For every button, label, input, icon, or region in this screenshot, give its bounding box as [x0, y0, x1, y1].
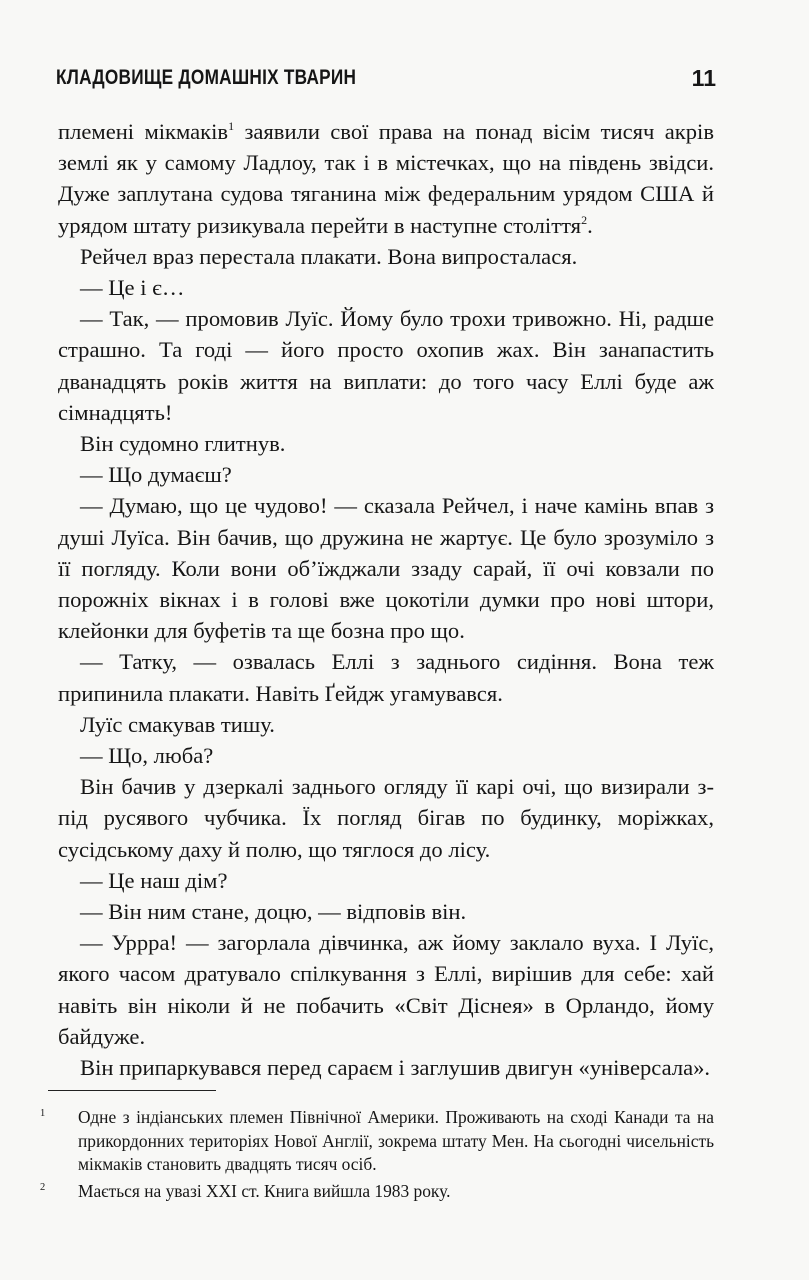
paragraph-6: — Що думаєш?	[80, 462, 232, 488]
paragraph-4: — Так, — промовив Луїс. Йому було трохи тривожно. Ні, радше страшно. Та годі — його просто охопив жах. Він занапастить дванадцять років життя на виплати: до того часу Еллі буде аж сімнадцять!	[58, 306, 714, 425]
paragraph-8: — Татку, — озвалась Еллі з заднього сидіння. Вона теж припинила плакати. Навіть Ґейдж угамувався.	[58, 649, 714, 706]
footnote-mark: 2	[40, 1181, 46, 1193]
paragraph-15: Він припаркувався перед сараєм і заглушив двигун «універсала».	[80, 1055, 711, 1081]
body-text	[58, 116, 714, 1083]
footnote-ref-2: 2	[581, 212, 588, 227]
footnote-1	[38, 1106, 714, 1177]
footnote-text: Одне з індіанських племен Північної Америки. Проживають на сході Канади та на прикордонних територіях Нової Англії, зокрема штату Мен. На сьогодні чисельність мікмаків становить двадцять тисяч осіб.	[78, 1107, 714, 1175]
footnote-mark: 1	[40, 1108, 46, 1119]
paragraph-11: Він бачив у дзеркалі заднього огляду її карі очі, що визирали з-під русявого чубчика. Їх погляд бігав по будинку, моріжках, сусідському даху й полю, що тяглося до лісу.	[58, 774, 714, 862]
footnote-ref-1: 1	[228, 119, 235, 133]
paragraph-5: Він судомно глитнув.	[80, 431, 286, 457]
paragraph-9: Луїс смакував тишу.	[80, 711, 275, 737]
book-title: КЛАДОВИЩЕ ДОМАШНІХ ТВАРИН	[56, 66, 357, 89]
footnote-2	[38, 1180, 714, 1204]
running-head	[56, 60, 716, 96]
footnote-divider	[48, 1090, 216, 1091]
paragraph-13: — Він ним стане, доцю, — відповів він.	[80, 899, 467, 925]
footnotes	[38, 1106, 714, 1206]
paragraph-3: — Це і є…	[80, 275, 185, 301]
paragraph-10: — Що, люба?	[80, 743, 214, 769]
paragraph-14: — Уррра! — загорлала дівчинка, аж йому заклало вуха. І Луїс, якого часом дратувало спілкування з Еллі, вирішив для себе: хай навіть він ніколи й не побачить «Світ Діснея» в Орландо, йому байдуже.	[58, 930, 714, 1049]
paragraph-7: — Думаю, що це чудово! — сказала Рейчел, і наче камінь впав з душі Луїса. Він бачив, що дружина не жартує. Це було зрозуміло з її погляду. Коли вони об’їжджали ззаду сарай, її очі ковзали по порожніх вікнах і в голові вже цокотіли думки про нові штори, клейонки для буфетів та ще бозна про що.	[58, 493, 714, 644]
footnote-text: Мається на увазі XXI ст. Книга вийшла 1983 року.	[78, 1180, 451, 1201]
paragraph-1: племені мікмаків$^1$ заявили свої права на понад вісім тисяч акрів землі як у самому Ладлоу, так і в містечках, що на південь звідси. Дуже заплутана судова тяганина між федеральним урядом США й урядом штату ризикувала перейти в наступне століття$^2$.	[58, 119, 714, 238]
page-number: 11	[691, 64, 716, 91]
paragraph-2: Рейчел враз перестала плакати. Вона випросталася.	[80, 243, 578, 269]
paragraph-12: — Це наш дім?	[80, 867, 228, 893]
